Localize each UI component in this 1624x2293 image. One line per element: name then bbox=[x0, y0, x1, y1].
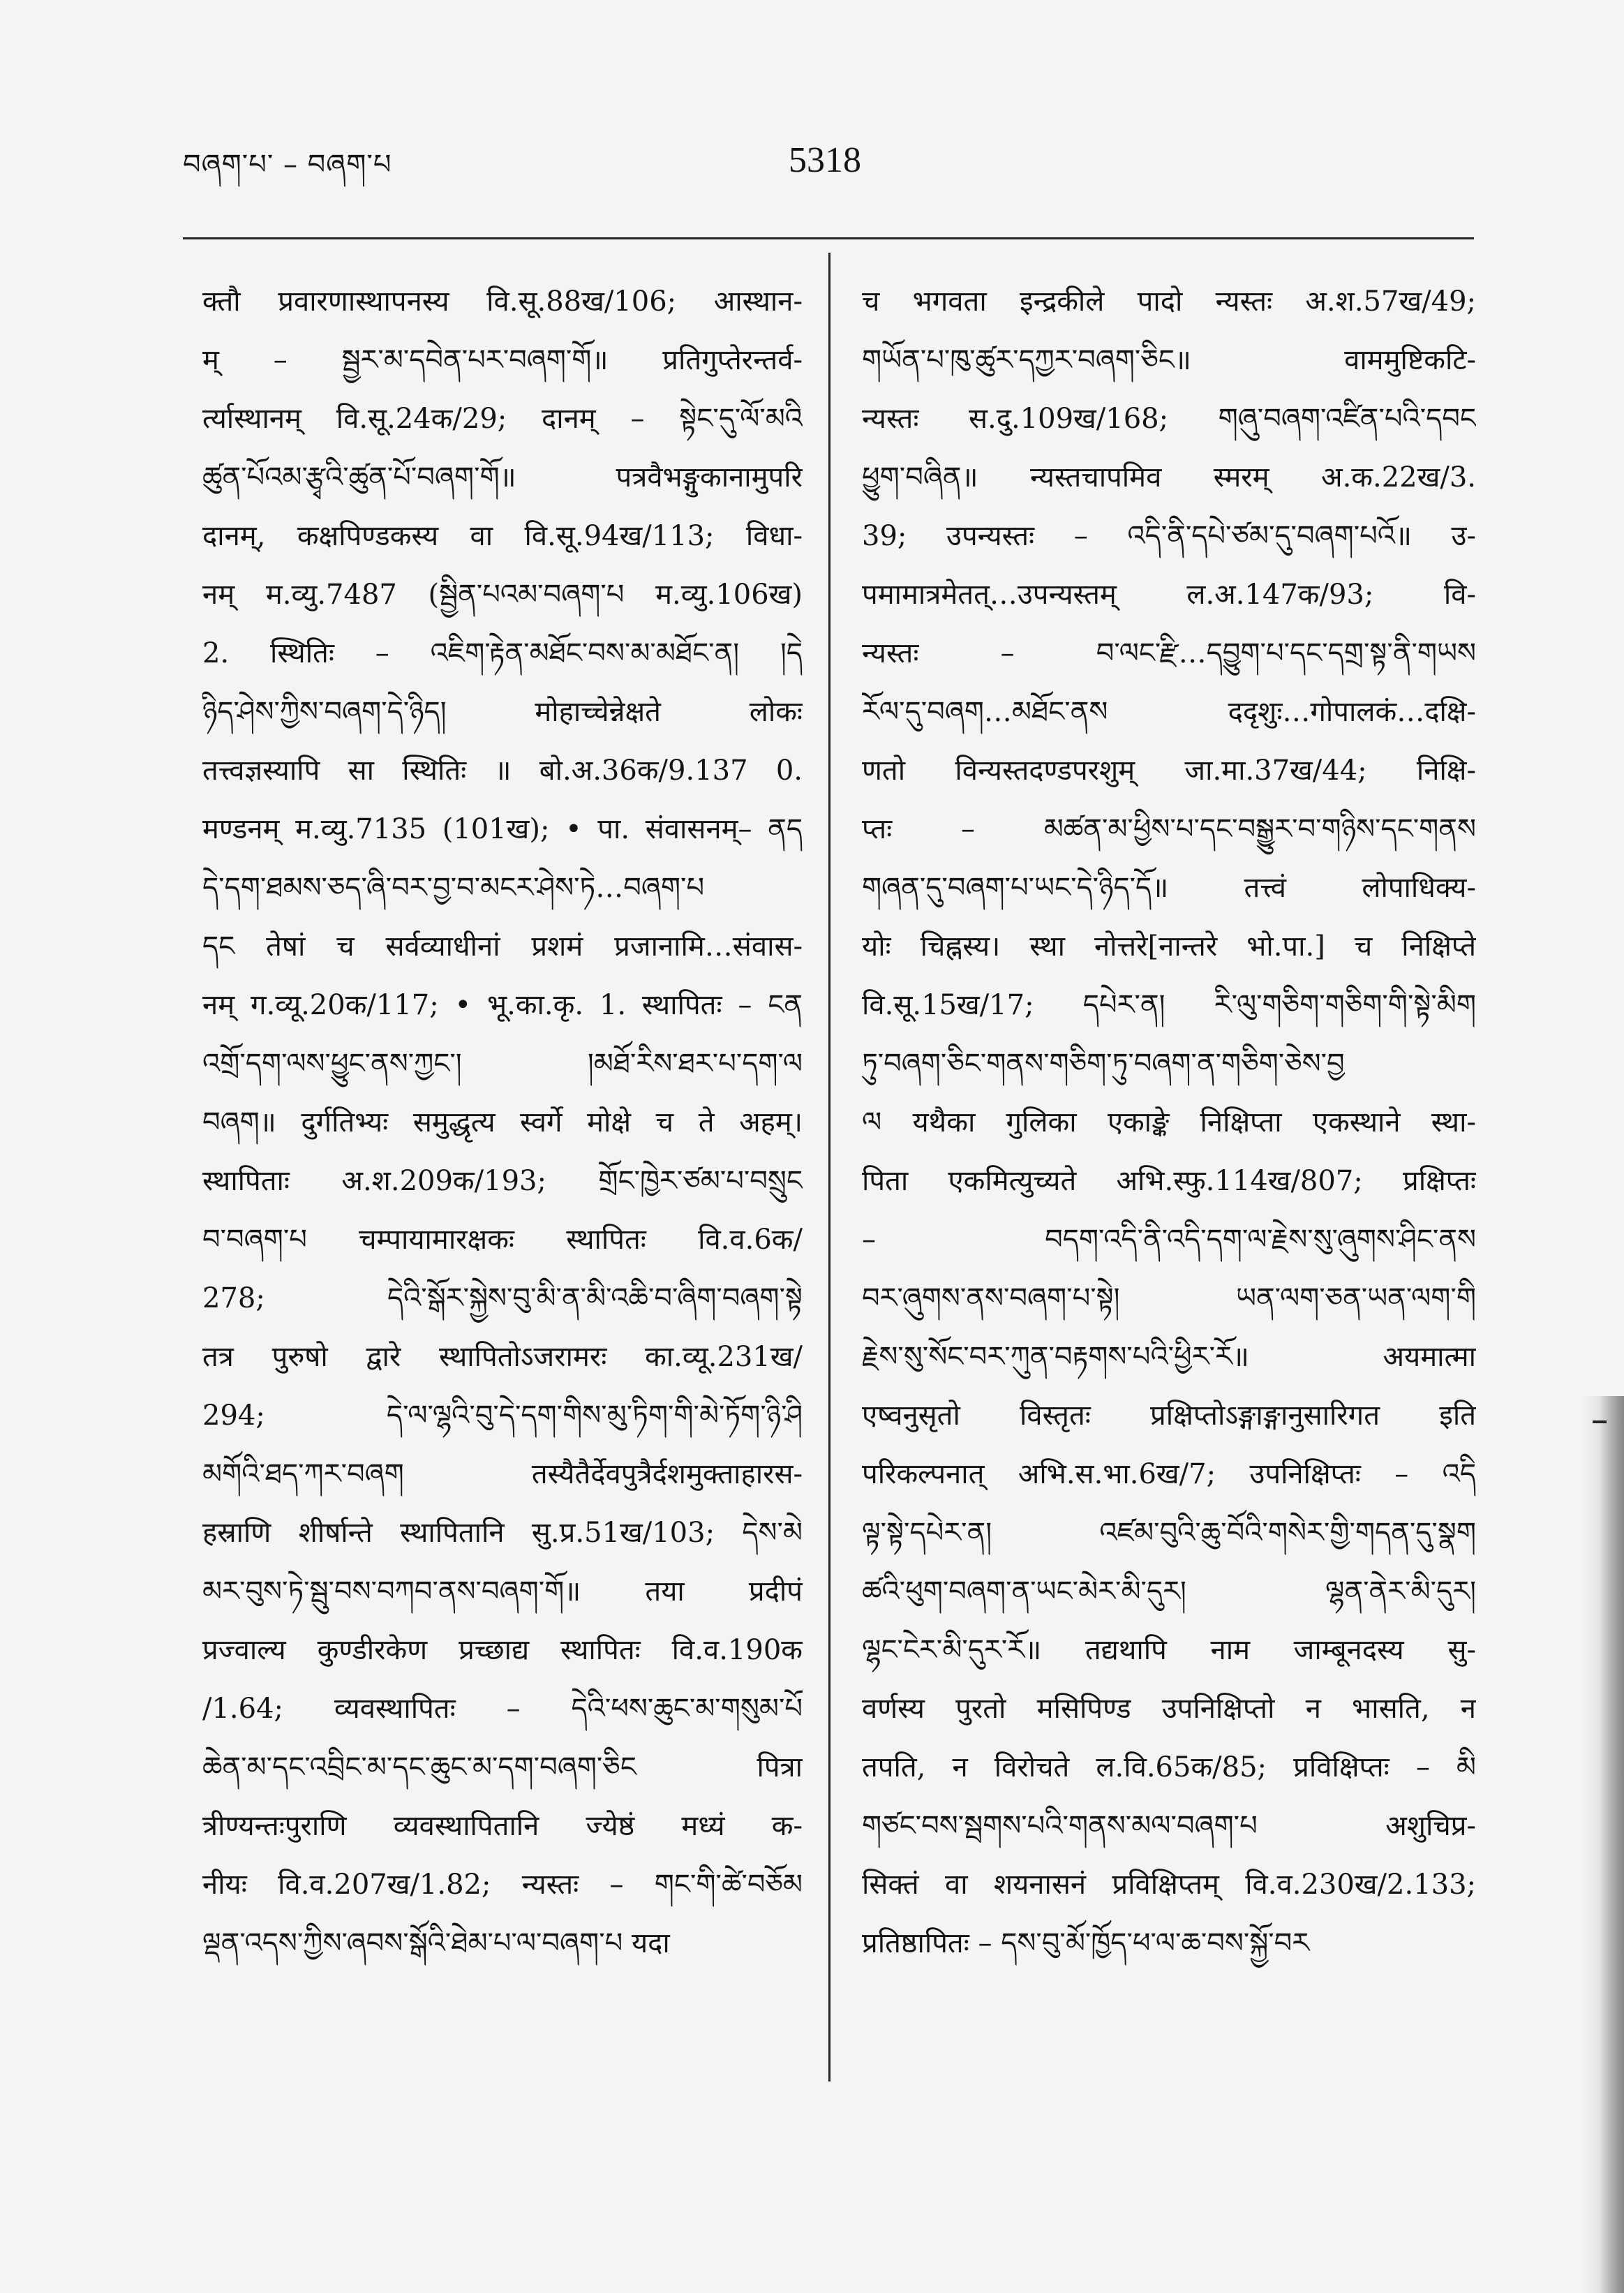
text-line: म् – སྦྱར་མ་དབེན་པར་བཞག་གོ॥ प्रतिगुप्तेरन्तर्व- bbox=[202, 344, 803, 376]
header-rule bbox=[183, 237, 1474, 239]
text-line: योः चिह्नस्य। स्था नोत्तरे[नान्तरे भो.पा.] च निक्षिप्ते bbox=[862, 930, 1476, 963]
text-line: རོལ་དུ་བཞག…མཐོང་ནས ददृशुः…गोपालकं…दक्षि- bbox=[862, 696, 1476, 728]
text-line: གཙང་བས་སྦགས་པའི་གནས་མལ་བཞག་པ अशुचिप्र- bbox=[862, 1810, 1476, 1842]
text-line: पमामात्रमेतत्…उपन्यस्तम् ल.अ.147क/93; वि- bbox=[862, 579, 1476, 611]
right-column bbox=[862, 272, 1476, 1973]
page-number: 5318 bbox=[789, 140, 861, 180]
text-line: མགོའི་ཐད་ཀར་བཞག तस्यैतैर्देवपुत्रैर्दशमुक्ताहारस- bbox=[202, 1458, 803, 1490]
text-line: तपति, न विरोचते ल.वि.65क/85; प्रविक्षिप्तः – མི bbox=[862, 1751, 1476, 1783]
text-line: वर्णस्य पुरतो मसिपिण्ड उपनिक्षिप्तो न भासति, न bbox=[862, 1693, 1476, 1725]
text-line: བར་ཞུགས་ནས་བཞག་པ་སྟེ། ཡན་ལག་ཅན་ཡན་ལག་གི bbox=[862, 1282, 1476, 1314]
text-line: प्रतिष्ठापितः – དས་བུ་མོ་ཁྱོད་ཕ་ལ་ཆ་བས་སྐྱོ་བར bbox=[862, 1927, 1310, 1959]
text-line: त्रीण्यन्तःपुराणि व्यवस्थापितानि ज्येष्ठं मध्यं क- bbox=[202, 1810, 803, 1842]
text-line: एष्वनुसृतो विस्तृतः प्रक्षिप्तोऽङ्गाङ्गानुसारिगत इति bbox=[862, 1400, 1476, 1432]
text-line: བ་བཞག་པ चम्पायामारक्षकः स्थापितः वि.व.6क/ bbox=[202, 1224, 803, 1256]
text-line: हस्राणि शीर्षान्ते स्थापितानि सु.प्र.51ख/103; དེས་མེ bbox=[202, 1517, 803, 1549]
text-line: 278; དེའི་སྒོར་སྐྱེས་བུ་མི་ན་མི་འཆི་བ་ཞིག་བཞག་སྟེ bbox=[202, 1282, 803, 1314]
text-line: མར་བུས་ཏེ་སྦུ་བས་བཀབ་ནས་བཞག་གོ॥ तया प्रदीपं bbox=[202, 1575, 803, 1608]
text-line: स्थापिताः अ.श.209क/193; གྲོང་ཁྱེར་ཙམ་པ་བསྲུང bbox=[202, 1165, 803, 1197]
text-line: प्तः – མཚན་མ་ཕྱིས་པ་དང་བསྒྱུར་བ་གཉིས་དང་གནས bbox=[862, 813, 1476, 845]
text-line: दानम्, कक्षपिण्डकस्य वा वि.सू.94ख/113; विधा- bbox=[202, 520, 803, 552]
text-line: འགྲོ་དག་ལས་ཕྱུང་ནས་ཀྱང་། །མཐོ་རིས་ཐར་པ་དག་ལ bbox=[202, 1048, 803, 1080]
text-line: ཕྱུག་བཞིན॥ न्यस्तचापमिव स्मरम् अ.क.22ख/3. bbox=[862, 461, 1476, 494]
text-line: ཆེན་མ་དང་འབྲིང་མ་དང་ཆུང་མ་དག་བཞག་ཅིང पित्रा bbox=[202, 1751, 803, 1783]
text-line: 2. स्थितिः – འཇིག་རྟེན་མཐོང་བས་མ་མཐོང་ན། །དེ bbox=[202, 637, 803, 669]
text-line: मण्डनम् म.व्यु.7135 (101ख); • पा. संवासनम्– ནད bbox=[202, 813, 803, 845]
edge-mark bbox=[1593, 1420, 1607, 1423]
text-line: 294; དེ་ལ་ལྷའི་བུ་དེ་དག་གིས་མུ་ཏིག་གི་མེ་ཏོག་ཉི་ཤི bbox=[202, 1400, 803, 1432]
column-divider bbox=[828, 253, 830, 2081]
text-line: དང तेषां च सर्वव्याधीनां प्रशमं प्रजानामि…संवास- bbox=[202, 930, 803, 963]
text-line: – བདག་འདི་ནི་འདི་དག་ལ་རྗེས་སུ་ཞུགས་ཤིང་ནས bbox=[862, 1224, 1476, 1256]
text-line: ལ यथैका गुलिका एकाङ्के निक्षिप्ता एकस्थाने स्था- bbox=[862, 1106, 1476, 1138]
left-column bbox=[202, 272, 803, 1973]
text-line: णतो विन्यस्तदण्डपरशुम् जा.मा.37ख/44; निक्षि- bbox=[862, 755, 1476, 787]
text-line: རྗེས་སུ་སོང་བར་ཀུན་བརྟགས་པའི་ཕྱིར་རོ॥ अयमात्मा bbox=[862, 1341, 1476, 1373]
text-line: वि.सू.15ख/17; དཔེར་ན། རི་ལུ་གཅིག་གཅིག་གི་སྟེ་མིག bbox=[862, 989, 1476, 1021]
text-line: ཚའི་ཕུག་བཞག་ན་ཡང་མེར་མི་དུར། ལྷན་ནེར་མི་དུར། bbox=[862, 1575, 1476, 1608]
text-line: नीयः वि.व.207ख/1.82; न्यस्तः – གང་གི་ཚེ་བཅོམ bbox=[202, 1869, 803, 1901]
text-line: ལྟ་སྟེ་དཔེར་ན། འཛམ་བུའི་ཆུ་བོའི་གསེར་གྱི་གདན་དུ་སྣག bbox=[862, 1517, 1476, 1549]
running-head: བཞག་པ་ – བཞག་པ bbox=[183, 149, 392, 181]
binding-shadow bbox=[1582, 1396, 1624, 2293]
text-line: पिता एकमित्युच्यते अभि.स्फु.114ख/807; प्रक्षिप्तः bbox=[862, 1165, 1476, 1197]
text-line: सिक्तं वा शयनासनं प्रविक्षिप्तम् वि.व.230ख/2.133; bbox=[862, 1869, 1476, 1901]
text-line: न्यस्तः – བ་ལང་རྫི…དབྱུག་པ་དང་དགྲ་སྟ་ནི་གཡས bbox=[862, 637, 1476, 669]
text-line: ཏུ་བཞག་ཅིང་གནས་གཅིག་ཏུ་བཞག་ན་གཅིག་ཅེས་བྱ bbox=[862, 1048, 1345, 1080]
text-line: न्यस्तः स.दु.109ख/168; གཞུ་བཞག་འཛིན་པའི་དབང bbox=[862, 403, 1476, 435]
text-line: གཞན་དུ་བཞག་པ་ཡང་དེ་ཉིད་དོ॥ तत्त्वं लोपाधिक्य- bbox=[862, 872, 1476, 904]
text-line: ལྡན་འདས་ཀྱིས་ཞབས་སྒོའི་ཐེམ་པ་ལ་བཞག་པ यदा bbox=[202, 1927, 670, 1959]
text-line: नम् म.व्यु.7487 (སྦྱིན་པའམ་བཞག་པ म.व्यु.106ख) bbox=[202, 579, 803, 611]
text-line: र्त्यास्थानम् वि.सू.24क/29; दानम् – སྟེང་དུ་ལོ་མའི bbox=[202, 403, 803, 435]
text-line: ཉིད་ཤེས་ཀྱིས་བཞག་དེ་ཉིད། मोहाच्चेन्नेक्षते लोकः bbox=[202, 696, 803, 728]
text-line: /1.64; व्यवस्थापितः – དེའི་ཕས་ཆུང་མ་གསུམ་པོ bbox=[202, 1693, 803, 1725]
text-line: परिकल्पनात् अभि.स.भा.6ख/7; उपनिक्षिप्तः – འདི bbox=[862, 1458, 1476, 1490]
text-line: क्तौ प्रवारणास्थापनस्य वि.सू.88ख/106; आस्थान- bbox=[202, 285, 803, 318]
text-line: 39; उपन्यस्तः – འདི་ནི་དཔེ་ཙམ་དུ་བཞག་པའོ॥ उ- bbox=[862, 520, 1476, 552]
text-line: नम् ग.व्यू.20क/117; • भू.का.कृ. 1. स्थापितः – ངན bbox=[202, 989, 803, 1021]
text-line: तत्र पुरुषो द्वारे स्थापितोऽजरामरः का.व्यू.231ख/ bbox=[202, 1341, 803, 1373]
text-line: ལྷང་ངེར་མི་དུར་རོ॥ तद्यथापि नाम जाम्बूनदस्य सु- bbox=[862, 1634, 1476, 1666]
text-line: च भगवता इन्द्रकीले पादो न्यस्तः अ.श.57ख/49; bbox=[862, 285, 1476, 318]
text-line: प्रज्वाल्य कुण्डीरकेण प्रच्छाद्य स्थापितः वि.व.190क bbox=[202, 1634, 803, 1666]
text-line: བཞག॥ दुर्गतिभ्यः समुद्धृत्य स्वर्गे मोक्षे च ते अहम्। bbox=[202, 1106, 803, 1138]
text-line: དེ་དག་ཐམས་ཅད་ཞི་བར་བྱ་བ་མངར་ཤེས་ཏེ…བཞག་པ bbox=[202, 872, 705, 904]
text-line: ཚུན་པོའམ་རྩྭའི་ཚུན་པོ་བཞག་གོ॥ पत्रवैभङ्गुकानामुपरि bbox=[202, 461, 803, 494]
text-line: གཡོན་པ་ཁུ་ཚུར་དཀྱར་བཞག་ཅིང॥ वाममुष्टिकटि- bbox=[862, 344, 1476, 376]
text-line: तत्त्वज्ञस्यापि सा स्थितिः ॥ बो.अ.36क/9.137 0. bbox=[202, 755, 803, 787]
